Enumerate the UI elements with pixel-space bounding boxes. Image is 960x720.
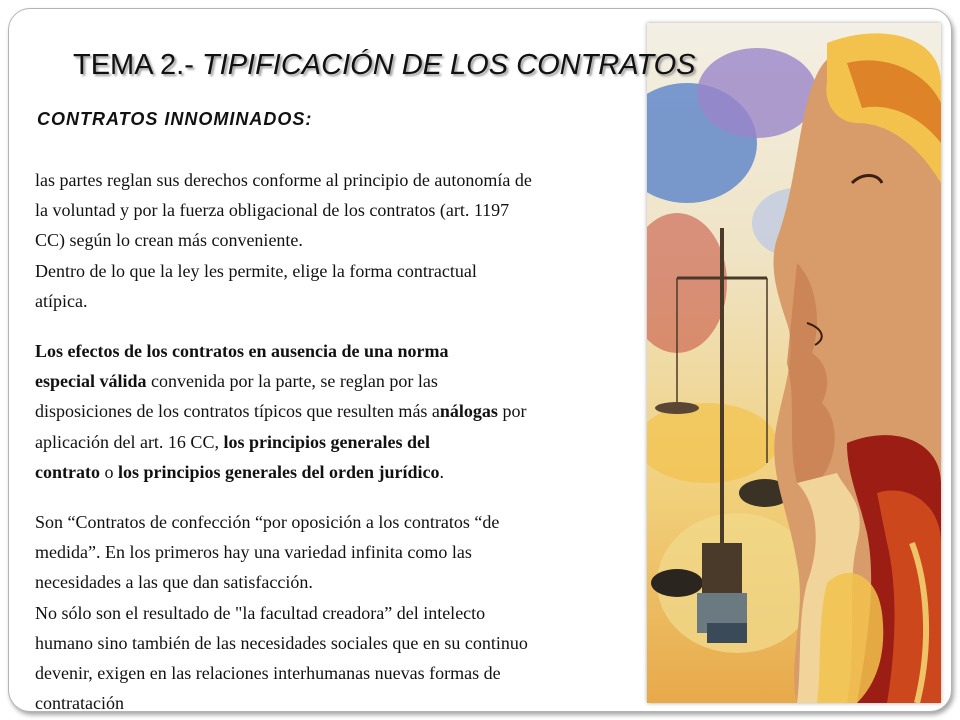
- paragraph-3: [35, 336, 645, 487]
- para3-bold-2: especial válida: [35, 371, 147, 392]
- para3-text-3: por: [497, 401, 527, 422]
- slide-title: [73, 49, 696, 82]
- paragraph-2: [35, 256, 645, 316]
- para3-bold-1: Los efectos de los contratos en ausencia de una norma: [35, 341, 449, 362]
- para1-line2: la voluntad y por la fuerza obligacional de los contratos (art. 1197: [35, 200, 510, 221]
- paragraph-gap: [35, 487, 645, 507]
- para3-text-1: convenida por la parte, se reglan por las: [146, 371, 438, 392]
- para1-line3: CC) según lo crean más conveniente.: [35, 230, 303, 251]
- paragraph-4: [35, 507, 645, 598]
- para3-bold-6: los principios generales del orden jurídico: [117, 461, 440, 482]
- para4-line3: necesidades a las que dan satisfacción.: [35, 572, 313, 593]
- slide-frame: [8, 8, 952, 712]
- paragraph-5: [35, 598, 645, 712]
- para4-line1: Son “Contratos de confección “por oposición a los contratos “de: [35, 512, 500, 533]
- title-prefix: TEMA 2.-: [73, 49, 202, 81]
- para3-text-4: aplicación del art. 16 CC,: [35, 431, 224, 452]
- para3-bold-3: nálogas: [439, 401, 498, 422]
- justice-painting-image: [647, 23, 941, 703]
- para3-text-5: o: [99, 461, 118, 482]
- para5-line1: No sólo son el resultado de "la facultad creadora” del intelecto: [35, 602, 486, 623]
- title-italic: TIPIFICACIÓN DE LOS CONTRATOS: [201, 49, 696, 81]
- para5-line4: contratación: [35, 693, 124, 712]
- para3-bold-5: contrato: [35, 461, 100, 482]
- para2-line2: atípica.: [35, 290, 88, 311]
- para3-text-2: disposiciones de los contratos típicos que resulten más a: [35, 401, 440, 422]
- para2-line1: Dentro de lo que la ley les permite, elige la forma contractual: [35, 260, 477, 281]
- justice-scale-painting-icon: [647, 23, 941, 703]
- para5-line3: devenir, exigen en las relaciones interhumanas nuevas formas de: [35, 663, 501, 684]
- para3-text-6: .: [439, 461, 444, 482]
- para4-line2: medida”. En los primeros hay una variedad infinita como las: [35, 542, 472, 563]
- paragraph-gap: [35, 316, 645, 336]
- section-subtitle: CONTRATOS INNOMINADOS:: [37, 109, 313, 129]
- para5-line2: humano sino también de las necesidades sociales que en su continuo: [35, 632, 528, 653]
- slide-body-text: [35, 165, 645, 712]
- paragraph-1: [35, 165, 645, 256]
- para1-line1: las partes reglan sus derechos conforme al principio de autonomía de: [35, 170, 532, 190]
- para3-bold-4: los principios generales del: [223, 431, 430, 452]
